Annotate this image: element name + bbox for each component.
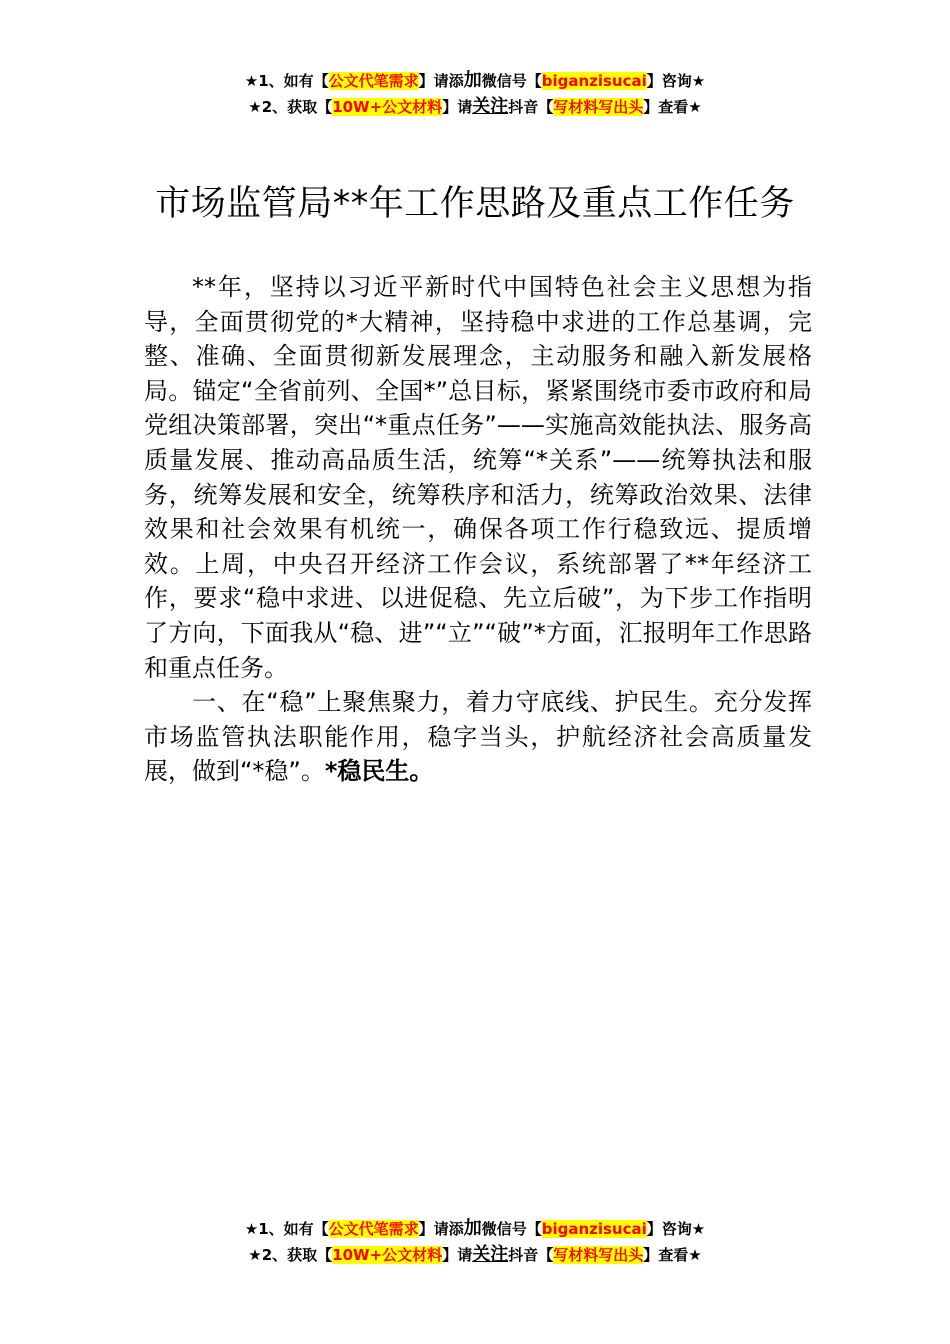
highlight-douyin: 写材料写出头 xyxy=(553,98,644,116)
promo-banner-bottom xyxy=(0,1216,950,1268)
promo-line-1: ★1、如有【公文代笔需求】请添加微信号【biganzisucai】咨询★ xyxy=(244,1218,706,1239)
bold-subheading: *稳民生。 xyxy=(324,757,434,786)
highlight-materials: 10W+公文材料 xyxy=(332,98,443,116)
promo-banner-top xyxy=(0,68,950,120)
document-body xyxy=(144,270,812,789)
document-title: 市场监管局**年工作思路及重点工作任务 xyxy=(155,184,795,224)
paragraph-intro: **年，坚持以习近平新时代中国特色社会主义思想为指导，全面贯彻党的*大精神，坚持稳中求进的工作总基调，完整、准确、全面贯彻新发展理念，主动服务和融入新发展格局。锚定“全省前列、全国*”总目标，紧紧围绕市委市政府和局党组决策部署，突出“*重点任务”——实施高效能执法、服务高质量发展、推动高品质生活，统筹“*关系”——统筹执法和服务，统筹发展和安全，统筹秩序和活力，统筹政治效果、法律效果和社会效果有机统一，确保各项工作行稳致远、提质增效。上周，中央召开经济工作会议，系统部署了**年经济工作，要求“稳中求进、以进促稳、先立后破”，为下步工作指明了方向，下面我从“稳、进”“立”“破”*方面，汇报明年工作思路和重点任务。 xyxy=(144,273,812,682)
promo-line-2: ★2、获取【10W+公文材料】请关注抖音【写材料写出头】查看★ xyxy=(248,96,702,117)
paragraph-section-1: 一、在“稳”上聚焦聚力，着力守底线、护民生。充分发挥市场监管执法职能作用，稳字当头，护航经济社会高质量发展，做到“*稳”。*稳民生。 xyxy=(144,688,812,786)
highlight-wechat-id: biganzisucai xyxy=(541,72,647,90)
promo-line-2: ★2、获取【10W+公文材料】请关注抖音【写材料写出头】查看★ xyxy=(248,1244,702,1265)
highlight-materials: 10W+公文材料 xyxy=(332,1246,443,1264)
highlight-service: 公文代笔需求 xyxy=(328,1220,419,1238)
highlight-service: 公文代笔需求 xyxy=(328,72,419,90)
highlight-wechat-id: biganzisucai xyxy=(541,1220,647,1238)
highlight-douyin: 写材料写出头 xyxy=(553,1246,644,1264)
promo-line-1: ★1、如有【公文代笔需求】请添加微信号【biganzisucai】咨询★ xyxy=(244,70,706,91)
